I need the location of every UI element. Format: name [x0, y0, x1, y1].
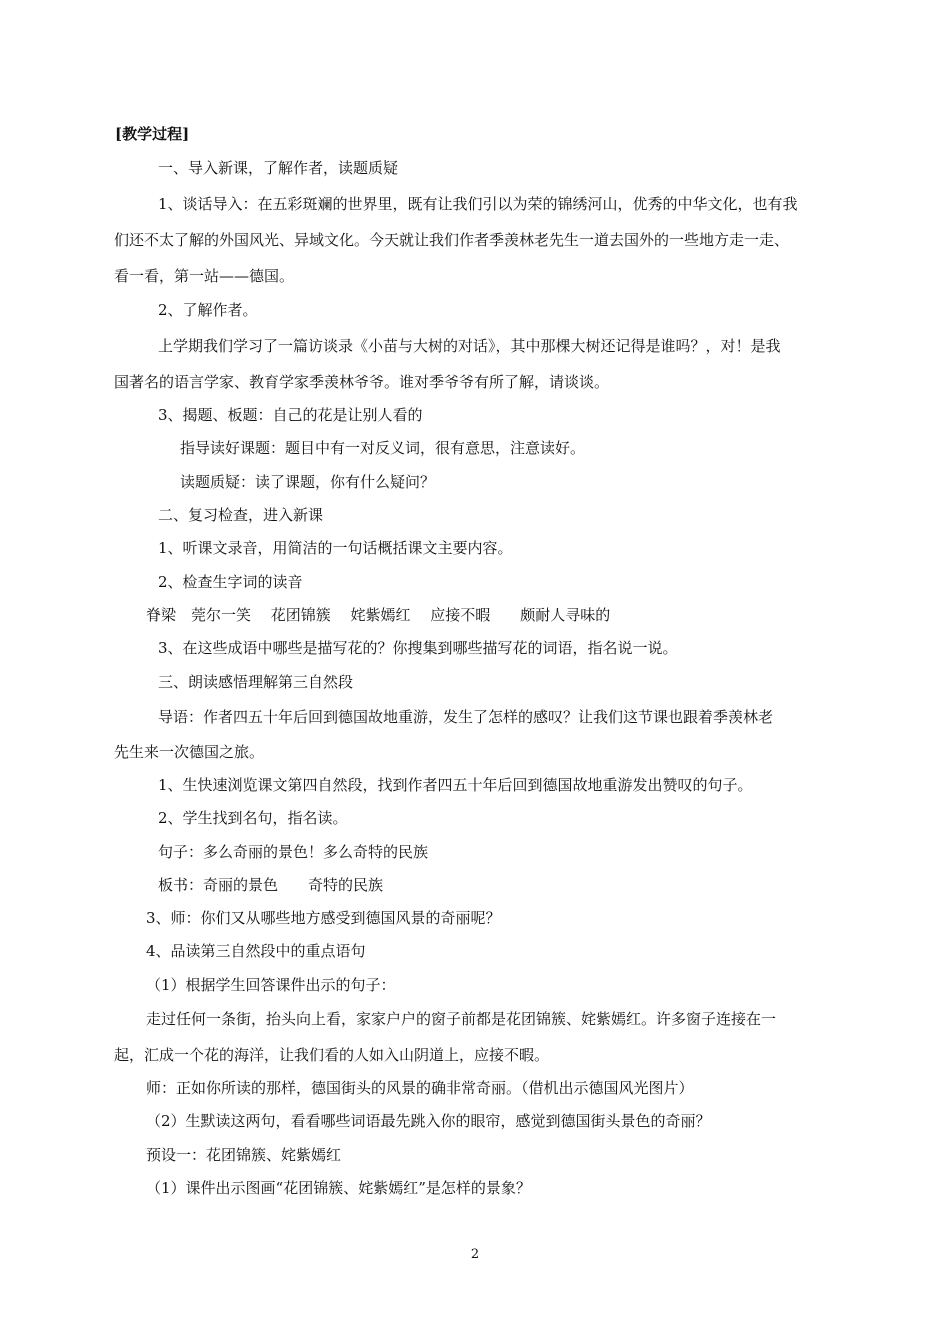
- text-line: 走过任何一条街，抬头向上看，家家户户的窗子前都是花团锦簇、姹紫嫣红。许多窗子连接在一: [146, 1010, 777, 1028]
- text-line: 3、师：你们又从哪些地方感受到德国风景的奇丽呢？: [146, 909, 501, 927]
- text-line: 4、品读第三自然段中的重点语句: [146, 942, 366, 960]
- page-number: 2: [470, 1247, 480, 1262]
- text-line: （1）课件出示图画“花团锦簇、姹紫嫣红”是怎样的景象？: [146, 1179, 531, 1197]
- text-line: 读题质疑：读了课题，你有什么疑问？: [180, 473, 436, 491]
- text-line: 一、导入新课，了解作者，读题质疑: [158, 159, 399, 177]
- text-line: （1）根据学生回答课件出示的句子：: [146, 976, 396, 994]
- text-line: 先生来一次德国之旅。: [114, 743, 265, 761]
- text-line: 国著名的语言学家、教育学家季羡林爷爷。谁对季爷爷有所了解，请谈谈。: [114, 373, 610, 391]
- text-line: 2、检查生字词的读音: [158, 573, 303, 591]
- text-line: 预设一：花团锦簇、姹紫嫣红: [146, 1146, 342, 1164]
- text-line: 起，汇成一个花的海洋，让我们看的人如入山阴道上，应接不暇。: [114, 1046, 550, 1064]
- text-line: 上学期我们学习了一篇访谈录《小苗与大树的对话》，其中那棵大树还记得是谁吗？，对！是我: [158, 337, 781, 355]
- text-line: 导语：作者四五十年后回到德国故地重游，发生了怎样的感叹？让我们这节课也跟着季羡林老: [158, 708, 774, 726]
- text-line: 板书：奇丽的景色 奇特的民族: [158, 876, 384, 894]
- text-line: 三、朗读感悟理解第三自然段: [158, 673, 354, 691]
- text-line: 2、了解作者。: [158, 301, 258, 319]
- text-line: 1、生快速浏览课文第四自然段，找到作者四五十年后回到德国故地重游发出赞叹的句子。: [158, 776, 753, 794]
- text-line: 1、谈话导入：在五彩斑斓的世界里，既有让我们引以为荣的锦绣河山，优秀的中华文化，也有我: [158, 195, 798, 213]
- text-line: （2）生默读这两句，看看哪些词语最先跳入你的眼帘，感觉到德国街头景色的奇丽？: [146, 1112, 711, 1130]
- text-line: 1、听课文录音，用简洁的一句话概括课文主要内容。: [158, 539, 513, 557]
- text-line: 3、在这些成语中哪些是描写花的？你搜集到哪些描写花的词语，指名说一说。: [158, 639, 678, 657]
- text-line: 2、学生找到名句，指名读。: [158, 809, 348, 827]
- text-line: 们还不太了解的外国风光、异域文化。今天就让我们作者季羡林老先生一道去国外的一些地方走一走、: [114, 231, 790, 249]
- text-line: 脊梁 莞尔一笑 花团锦簇 姹紫嫣红 应接不暇 颇耐人寻味的: [146, 606, 611, 624]
- text-line: 指导读好课题：题目中有一对反义词，很有意思，注意读好。: [180, 439, 586, 457]
- text-line: 句子：多么奇丽的景色！多么奇特的民族: [158, 843, 429, 861]
- section-heading: [教学过程]: [115, 125, 190, 143]
- text-line: 看一看，第一站——德国。: [114, 267, 295, 285]
- text-line: 3、揭题、板题：自己的花是让别人看的: [158, 406, 423, 424]
- text-line: 二、复习检查，进入新课: [158, 506, 324, 524]
- text-line: 师：正如你所读的那样，德国街头的风景的确非常奇丽。（借机出示德国风光图片）: [146, 1079, 694, 1097]
